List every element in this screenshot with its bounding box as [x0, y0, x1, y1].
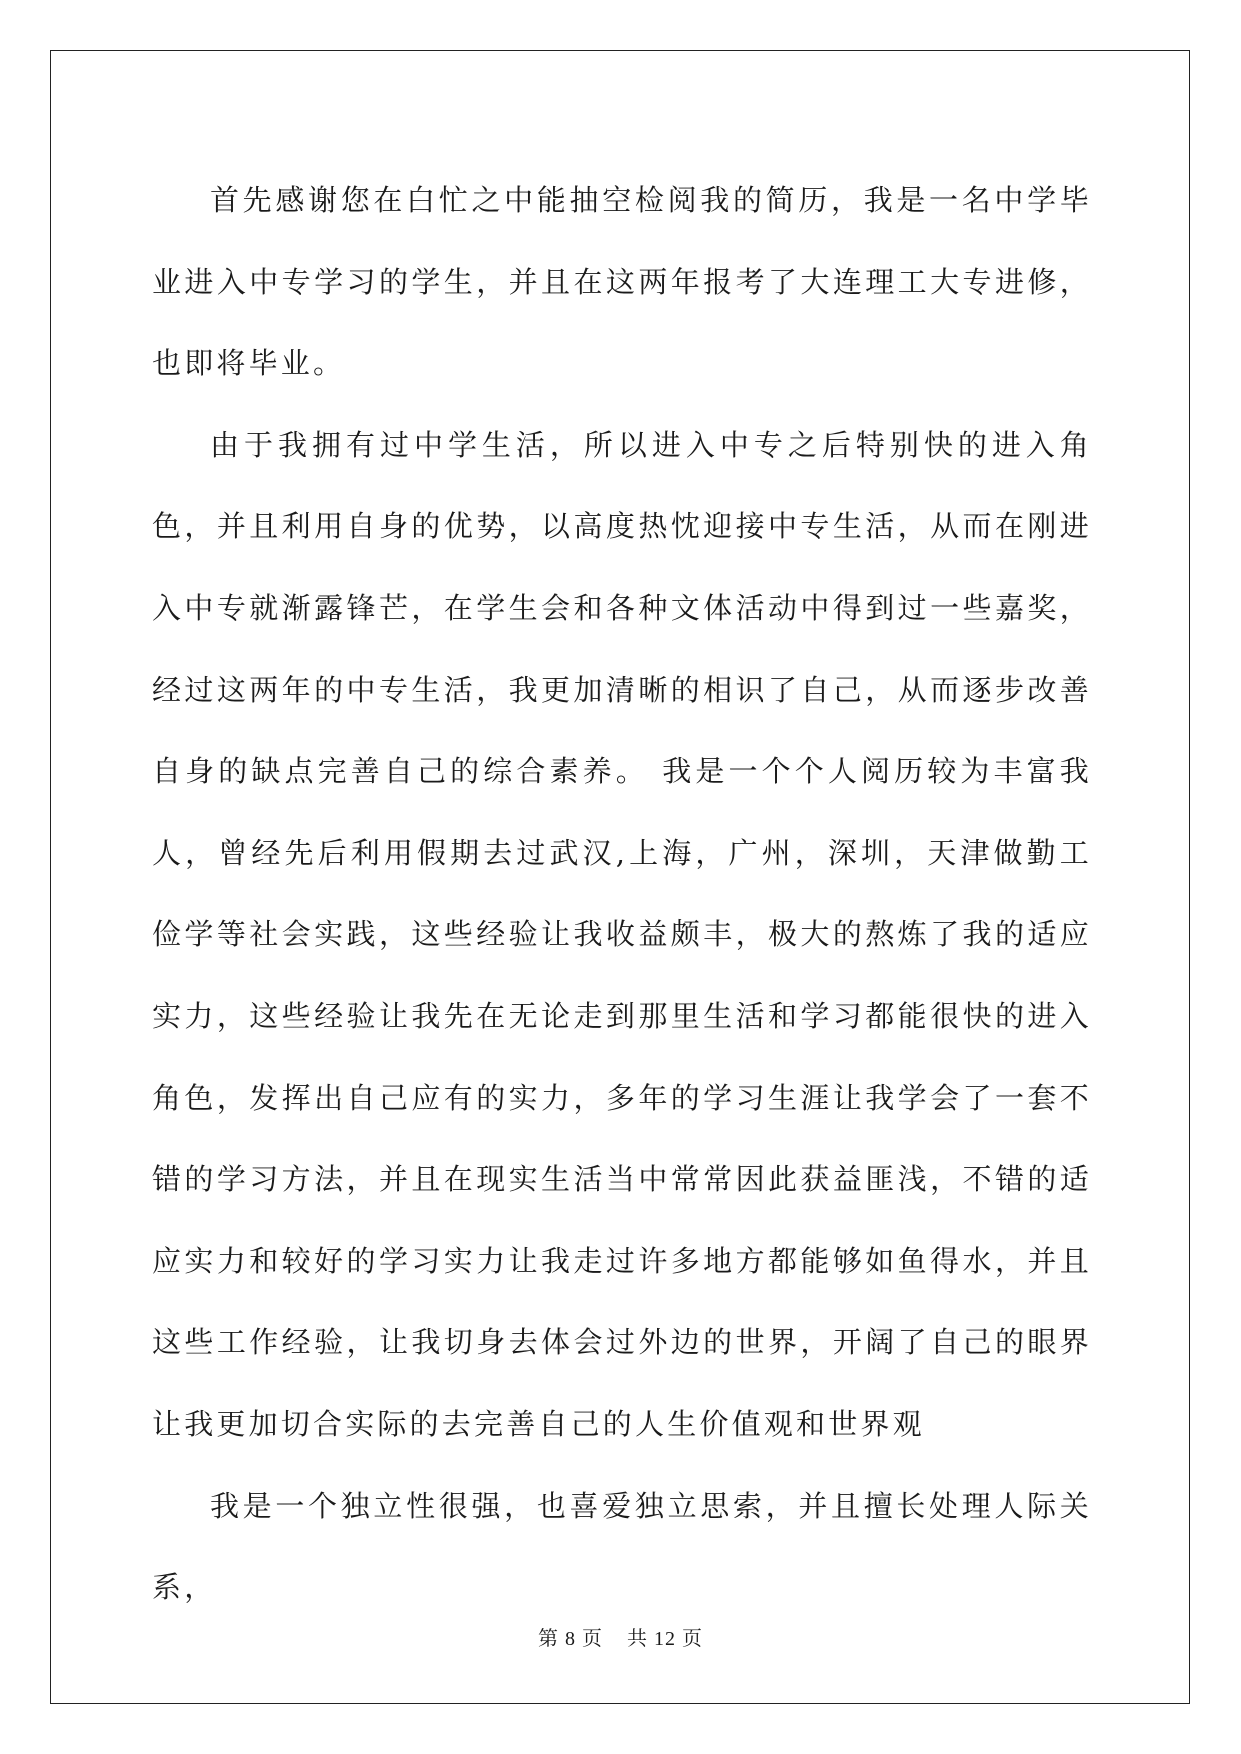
paragraph-3: 我是一个独立性很强，也喜爱独立思索，并且擅长处理人际关系，	[152, 1488, 1092, 1605]
paragraph-1: 首先感谢您在白忙之中能抽空检阅我的简历，我是一名中学毕业进入中专学习的学生，并且在这两年报考了大连理工大专进修，也即将毕业。	[152, 183, 1092, 381]
page-footer	[0, 1622, 1241, 1651]
page-number: 第 8 页	[538, 1628, 603, 1650]
page-total: 共 12 页	[627, 1628, 703, 1650]
paragraph-2: 由于我拥有过中学生活，所以进入中专之后特别快的进入角色，并且利用自身的优势，以高度热忱迎接中专生活，从而在刚进入中专就渐露锋芒，在学生会和各种文体活动中得到过一些嘉奖，经过这两年的中专生活，我更加清晰的相识了自己，从而逐步改善自身的缺点完善自己的综合素养。 我是一个个人阅历较为丰富我人，曾经先后利用假期去过武汉,上海，广州，深圳，天津做勤工俭学等社会实践，这些经验让我收益颇丰，极大的熬炼了我的适应实力，这些经验让我先在无论走到那里生活和学习都能很快的进入角色，发挥出自己应有的实力，多年的学习生涯让我学会了一套不错的学习方法，并且在现实生活当中常常因此获益匪浅，不错的适应实力和较好的学习实力让我走过许多地方都能够如鱼得水，并且这些工作经验，让我切身去体会过外边的世界，开阔了自己的眼界让我更加切合实际的去完善自己的人生价值观和世界观	[152, 427, 1092, 1441]
document-body	[152, 160, 1092, 1629]
